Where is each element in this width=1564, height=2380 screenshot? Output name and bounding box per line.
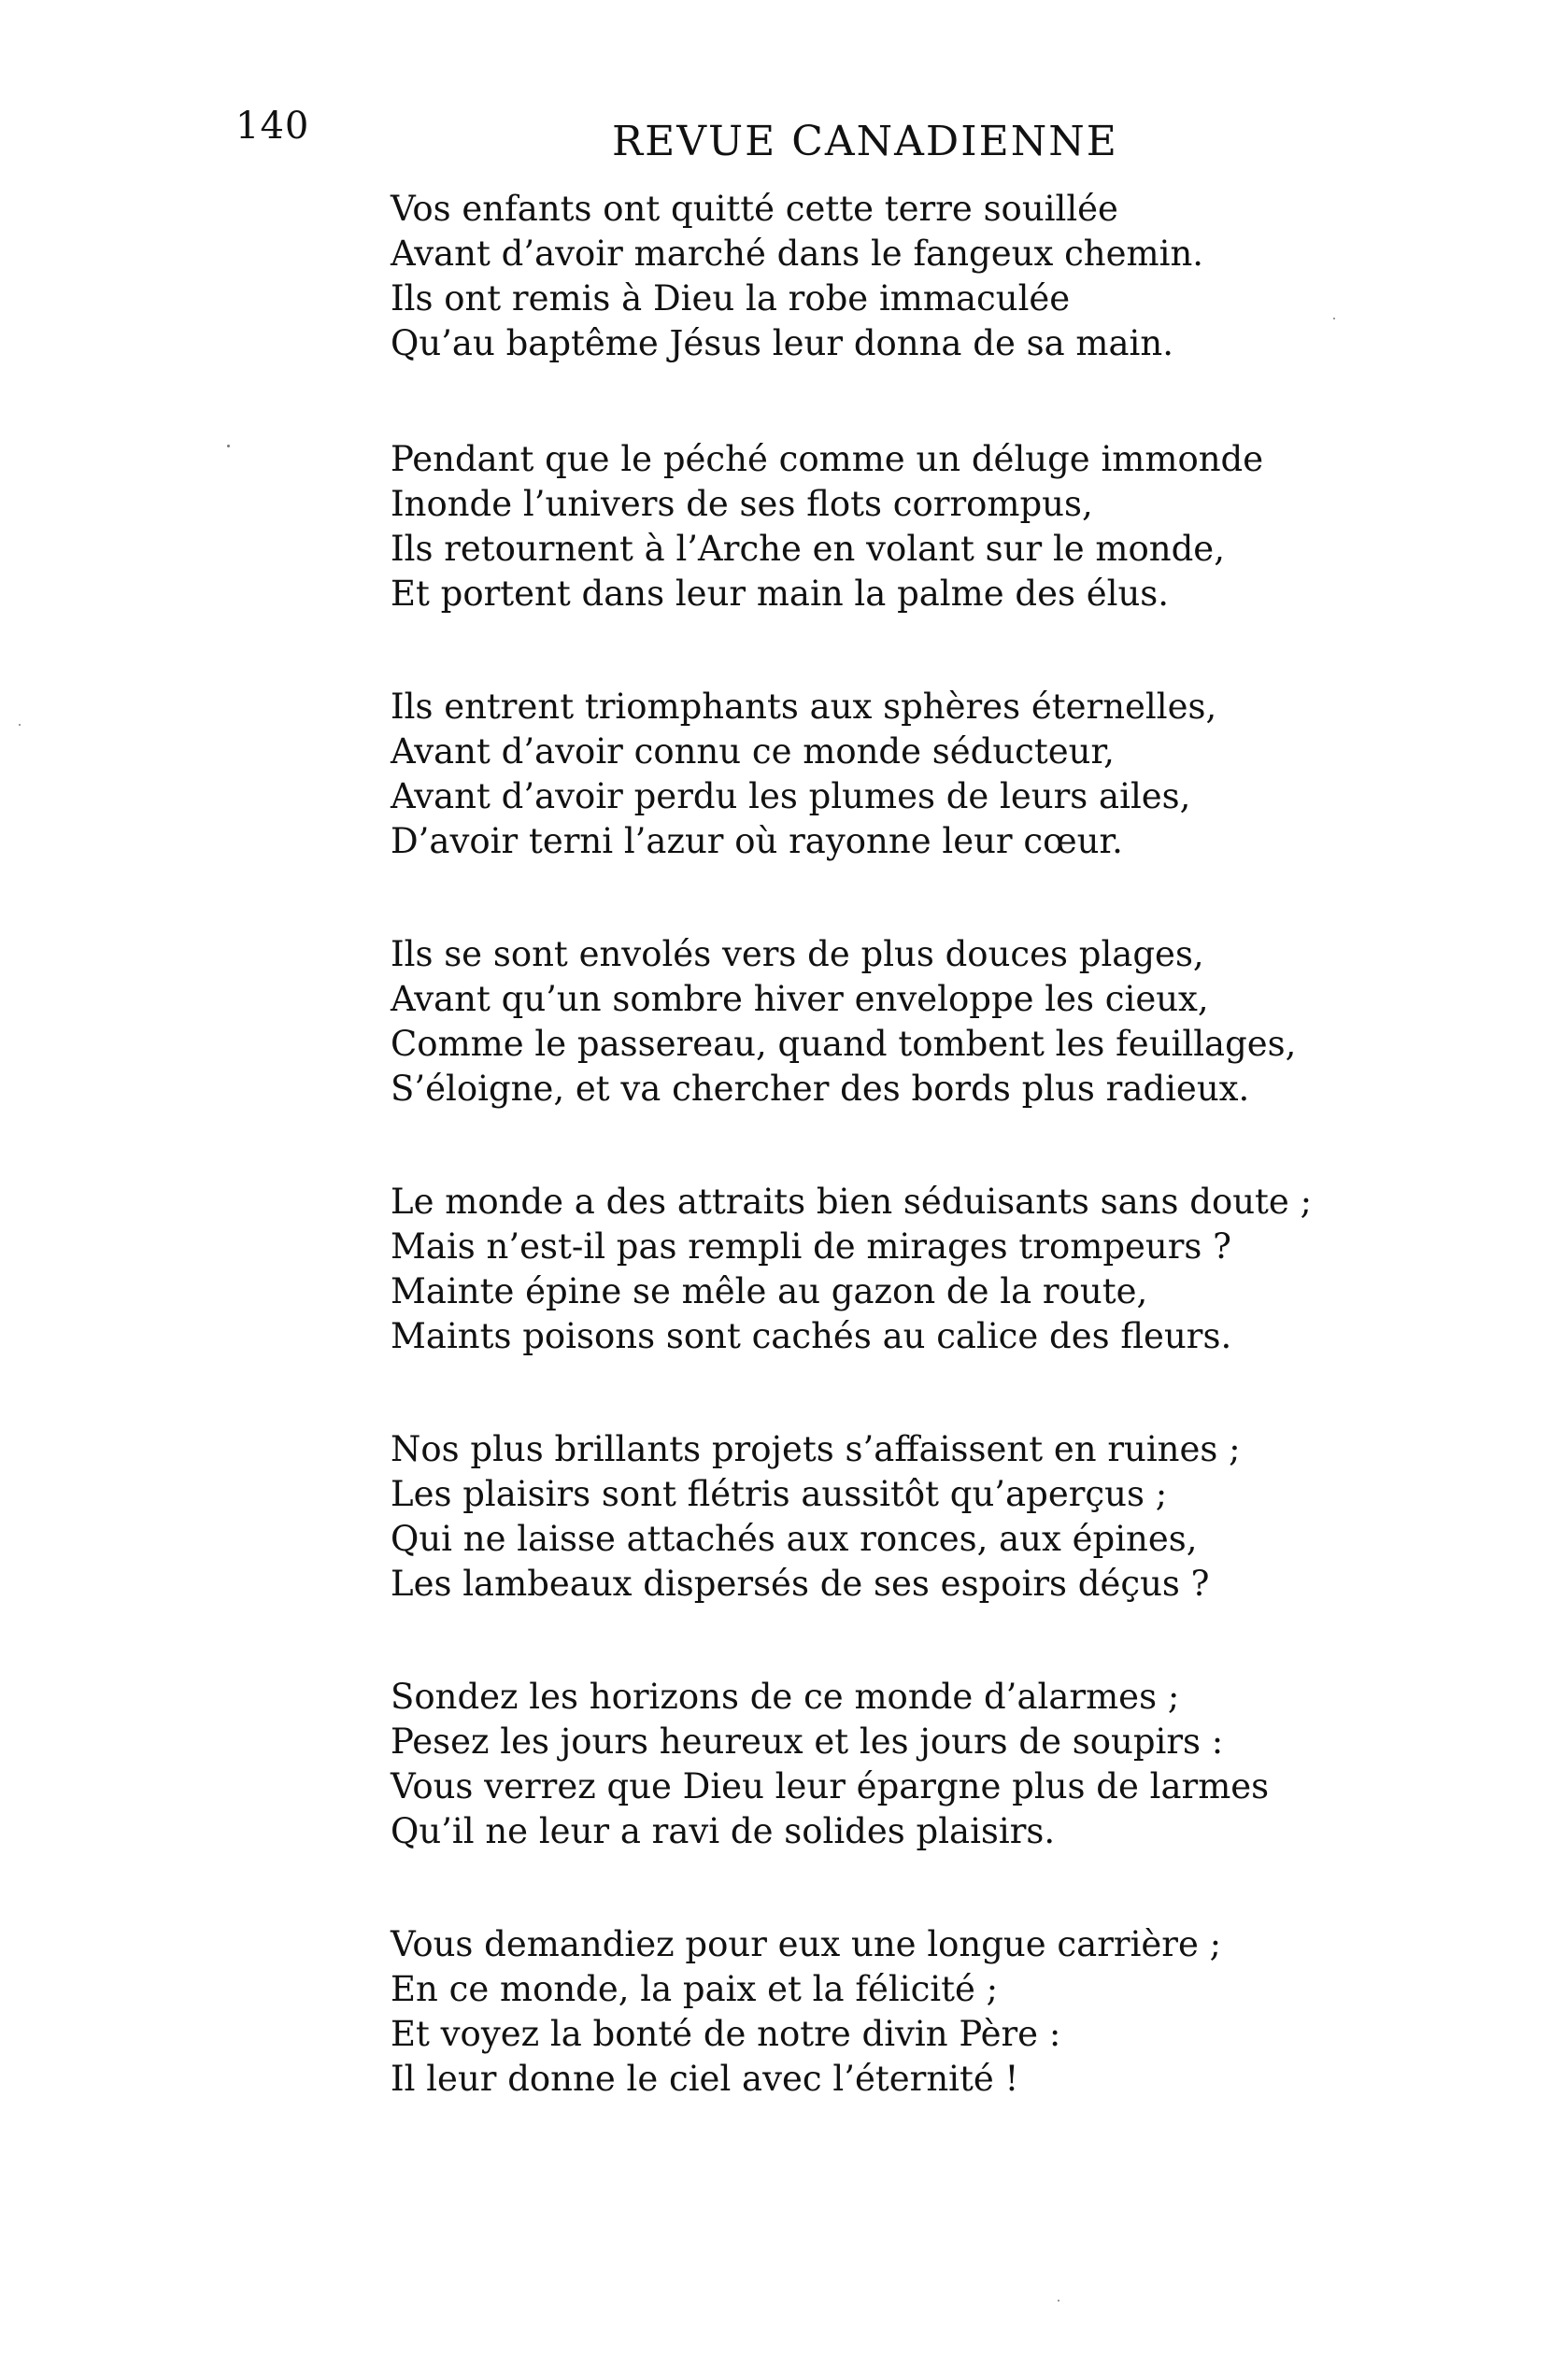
poem-line: Pendant que le péché comme un déluge immonde bbox=[391, 439, 1264, 479]
stanza-6 bbox=[391, 1427, 1287, 1607]
poem-line: S’éloigne, et va chercher des bords plus radieux. bbox=[391, 1069, 1250, 1109]
poem-line: Et portent dans leur main la palme des élus. bbox=[391, 574, 1170, 614]
running-head: REVUE CANADIENNE bbox=[612, 118, 1118, 165]
stanza-1 bbox=[391, 187, 1287, 366]
stanza-5 bbox=[391, 1180, 1313, 1359]
poem-line: Qu’au baptême Jésus leur donna de sa main. bbox=[391, 323, 1173, 363]
poem-line: Qu’il ne leur a ravi de solides plaisirs. bbox=[391, 1811, 1056, 1851]
poem-line: D’avoir terni l’azur où rayonne leur cœur. bbox=[391, 821, 1123, 861]
poem-line: Sondez les horizons de ce monde d’alarmes ; bbox=[391, 1677, 1180, 1717]
paper-speck bbox=[19, 724, 21, 726]
poem-line: Vous demandiez pour eux une longue carrière ; bbox=[391, 1924, 1222, 1964]
poem-line: Comme le passereau, quand tombent les feuillages, bbox=[391, 1024, 1297, 1064]
stanza-7 bbox=[391, 1675, 1287, 1854]
poem-line: Maints poisons sont cachés au calice des fleurs. bbox=[391, 1316, 1232, 1356]
poem-line: Qui ne laisse attachés aux ronces, aux épines, bbox=[391, 1519, 1198, 1559]
poem-line: Inonde l’univers de ses flots corrompus, bbox=[391, 484, 1093, 524]
poem-line: Avant d’avoir perdu les plumes de leurs ailes, bbox=[391, 776, 1191, 816]
page-number: 140 bbox=[235, 105, 310, 148]
poem-line: Les lambeaux dispersés de ses espoirs déçus ? bbox=[391, 1564, 1210, 1604]
poem-line: Le monde a des attraits bien séduisants sans doute ; bbox=[391, 1182, 1313, 1222]
poem-line: Mainte épine se mêle au gazon de la route, bbox=[391, 1271, 1148, 1311]
poem-line: Nos plus brillants projets s’affaissent en ruines ; bbox=[391, 1429, 1241, 1469]
paper-speck bbox=[1058, 2300, 1059, 2302]
stanza-3 bbox=[391, 685, 1287, 864]
poem-line: Avant d’avoir marché dans le fangeux chemin. bbox=[391, 234, 1204, 274]
poem-line: En ce monde, la paix et la félicité ; bbox=[391, 1969, 999, 2009]
poem-line: Ils se sont envolés vers de plus douces plages, bbox=[391, 934, 1204, 974]
poem-line: Vous verrez que Dieu leur épargne plus de larmes bbox=[391, 1766, 1270, 1806]
poem-line: Pesez les jours heureux et les jours de soupirs : bbox=[391, 1721, 1224, 1762]
poem-line: Et voyez la bonté de notre divin Père : bbox=[391, 2014, 1061, 2054]
stanza-8 bbox=[391, 1922, 1287, 2102]
poem-line: Ils entrent triomphants aux sphères éternelles, bbox=[391, 687, 1217, 727]
poem-line: Ils retournent à l’Arche en volant sur le monde, bbox=[391, 529, 1225, 569]
stanza-4 bbox=[391, 932, 1297, 1112]
poem-line: Il leur donne le ciel avec l’éternité ! bbox=[391, 2059, 1019, 2099]
poem-line: Avant qu’un sombre hiver enveloppe les cieux, bbox=[391, 979, 1209, 1019]
poem-line: Les plaisirs sont flétris aussitôt qu’aperçus ; bbox=[391, 1474, 1168, 1514]
paper-speck bbox=[1333, 318, 1335, 319]
poem-line: Ils ont remis à Dieu la robe immaculée bbox=[391, 278, 1071, 319]
poem-line: Mais n’est-il pas rempli de mirages trompeurs ? bbox=[391, 1226, 1232, 1267]
poem-line: Vos enfants ont quitté cette terre souillée bbox=[391, 189, 1118, 229]
paper-speck bbox=[227, 445, 230, 447]
poem-line: Avant d’avoir connu ce monde séducteur, bbox=[391, 731, 1115, 772]
stanza-2 bbox=[391, 437, 1287, 616]
